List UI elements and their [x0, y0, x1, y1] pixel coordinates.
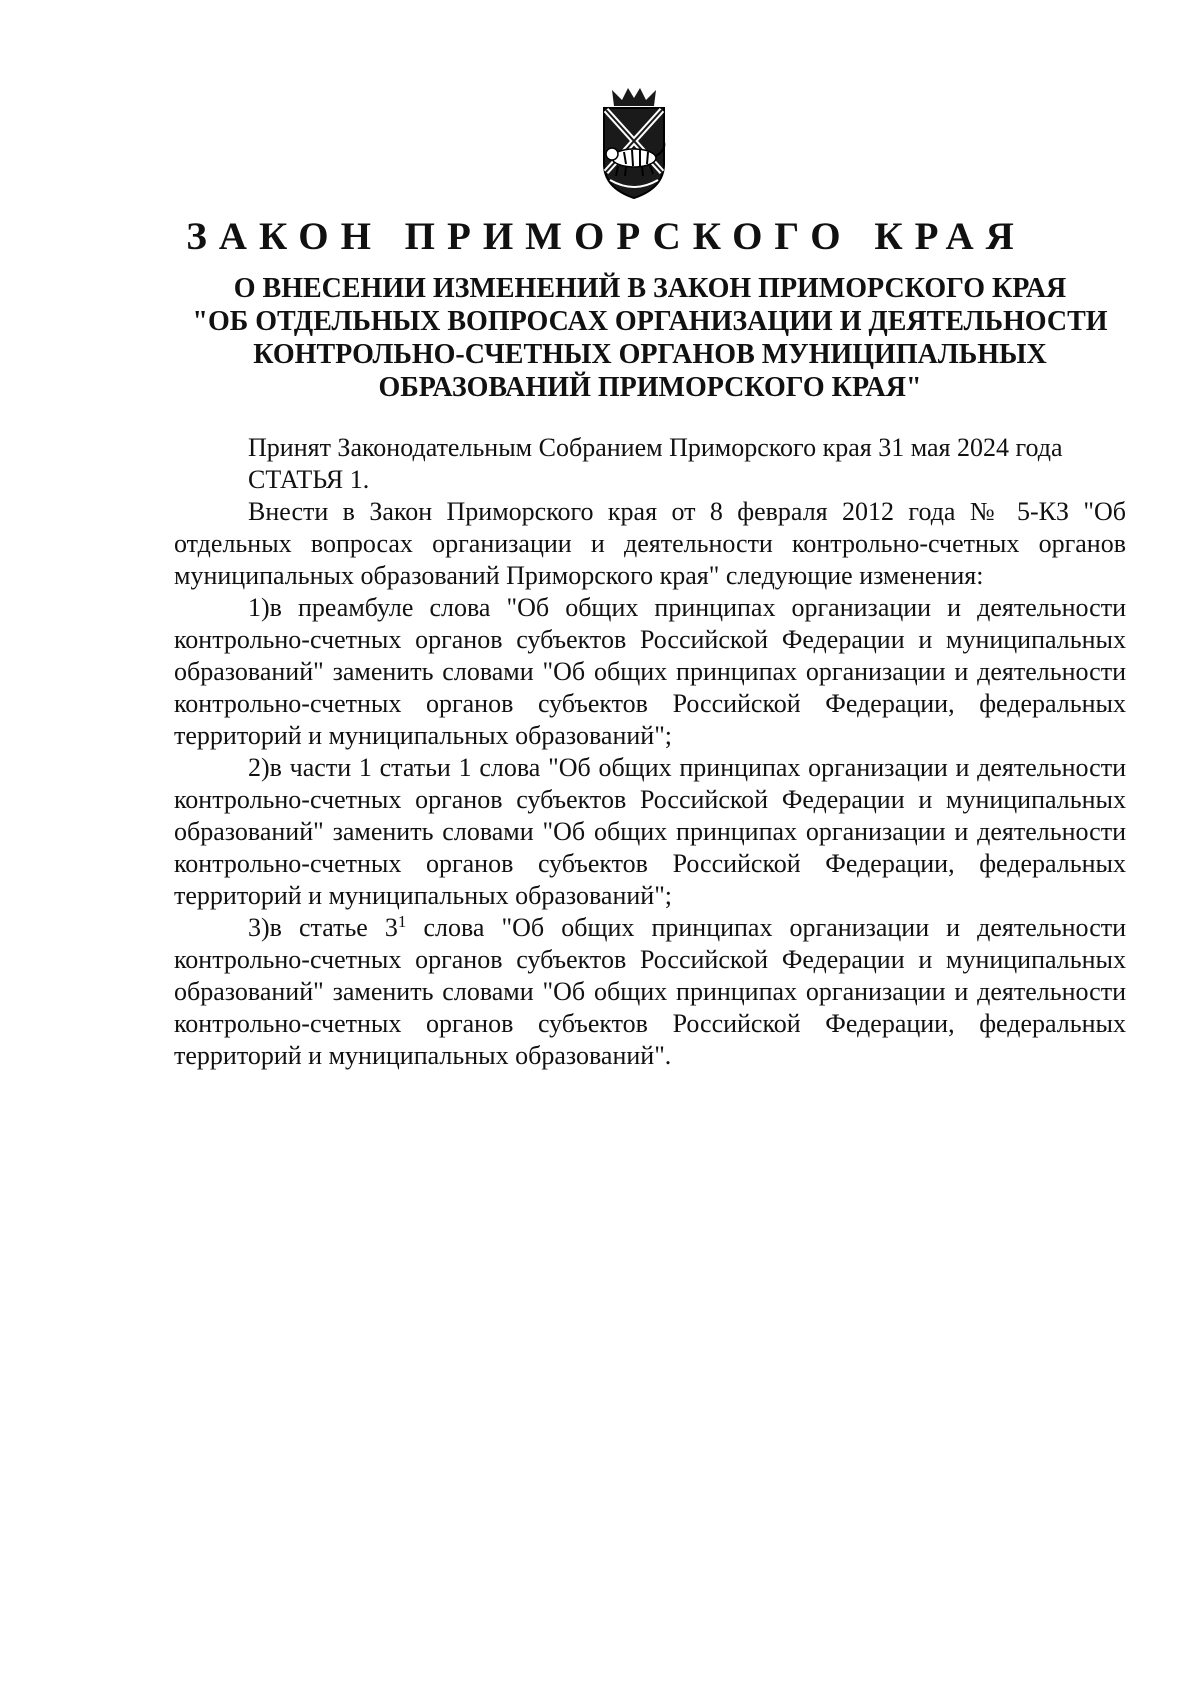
- adoption-statement: Принят Законодательным Собранием Приморского края 31 мая 2024 года: [248, 433, 1063, 462]
- item3-superscript: 1: [397, 912, 407, 931]
- law-title: ЗАКОН ПРИМОРСКОГО КРАЯ: [186, 215, 1026, 258]
- subtitle-line: О ВНЕСЕНИИ ИЗМЕНЕНИЙ В ЗАКОН ПРИМОРСКОГО КРАЯ: [233, 273, 1067, 304]
- item3-prefix: 3)в статье 3: [248, 913, 398, 942]
- article-heading: СТАТЬЯ 1.: [248, 465, 370, 494]
- law-subtitle: [170, 272, 1130, 404]
- amendment-item-1: 1)в преамбуле слова "Об общих принципах организации и деятельности контрольно-счетных органов субъектов Российской Федерации и муниципальных образований" заменить словами "Об общих принципах организации и деятельности контрольно-счетных органов субъектов Российской Федерации, федеральных территорий и муниципальных образований";: [174, 593, 1126, 750]
- subtitle-line: "ОБ ОТДЕЛЬНЫХ ВОПРОСАХ ОРГАНИЗАЦИИ И ДЕЯТЕЛЬНОСТИ: [192, 306, 1108, 337]
- subtitle-line: ОБРАЗОВАНИЙ ПРИМОРСКОГО КРАЯ": [378, 372, 922, 403]
- subtitle-line: КОНТРОЛЬНО-СЧЕТНЫХ ОРГАНОВ МУНИЦИПАЛЬНЫХ: [253, 339, 1047, 370]
- amendment-item-2: 2)в части 1 статьи 1 слова "Об общих принципах организации и деятельности контрольно-счетных органов субъектов Российской Федерации и муниципальных образований" заменить словами "Об общих принципах организации и деятельности контрольно-счетных органов субъектов Российской Федерации, федеральных территорий и муниципальных образований";: [174, 753, 1126, 910]
- article-intro: Внести в Закон Приморского края от 8 февраля 2012 года № 5-КЗ "Об отдельных вопросах организации и деятельности контрольно-счетных органов муниципальных образований Приморского края" следующие изменения:: [174, 497, 1126, 590]
- coat-of-arms-icon: [568, 84, 700, 202]
- law-body: [174, 432, 1126, 1072]
- amendment-item-3: [174, 912, 1126, 1072]
- item3-rest: слова "Об общих принципах организации и деятельности контрольно-счетных органов субъектов Российской Федерации и муниципальных образований" заменить словами "Об общих принципах организации и деятельности контрольно-счетных органов субъектов Российской Федерации, федеральных территорий и муниципальных образований".: [174, 913, 1127, 1070]
